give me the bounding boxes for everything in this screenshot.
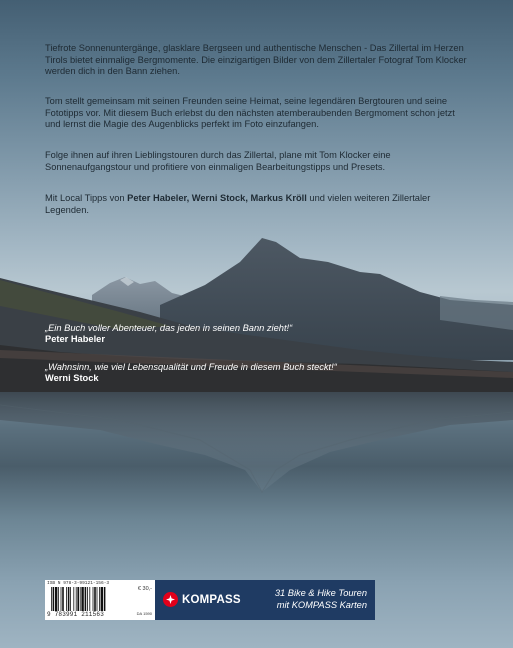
compass-icon [163,592,178,607]
isbn-number: ISB N 978-3-99121-156-3 [47,581,110,586]
local-tipps-outro: und vielen weiteren Zillertaler Legenden. [45,193,431,215]
barcode-bar [58,587,59,611]
lake-reflection [0,392,513,492]
quote-2 [45,362,365,385]
kompass-logo [163,592,241,607]
tagline-line-2: mit KOMPASS Karten [276,600,367,610]
barcode-bar [104,587,106,611]
barcode-bar [55,587,57,611]
kompass-banner [155,580,375,620]
barcode-bar [80,587,81,611]
local-tipps-intro: Mit Local Tipps von [45,193,128,203]
quote-text: „Wahnsinn, wie viel Lebensqualität und Freude in diesem Buch steckt!“ [45,362,337,372]
blurb-paragraph-4 [45,193,470,216]
blurb-paragraph-3: Folge ihnen auf ihren Lieblingstouren durch das Zillertal, plane mit Tom Klocker eine Sonnenaufgangstour und profitiere von einmaligen Bearbeitungstipps und Presets. [45,150,391,172]
barcode-bar [85,587,87,611]
barcode-bars [51,587,125,611]
barcode-bar [94,587,96,611]
barcode-bar [51,587,52,611]
barcode-bar [62,587,64,611]
blurb-paragraph-2: Tom stellt gemeinsam mit seinen Freunden seine Heimat, seine legendären Bergtouren und seine Fototipps vor. Mit diesem Buch erlebst du den nächsten atemberaubenden Bergmoment schon jetzt und lernst die Magie des Augenblicks perfekt im Foto einzufangen. [45,96,455,130]
kompass-brand: KOMPASS [182,593,241,606]
barcode-bar [70,587,71,611]
distribution-code: DA 1590 [136,611,152,616]
ean-number: 9 783991 211563 [47,611,105,618]
blurb-paragraph-1: Tiefrote Sonnenuntergänge, glasklare Bergseen und authentische Menschen - Das Zillertal im Herzen Tirols bietet einmalige Bergmomente. Die einzigartigen Bilder von dem Zillertaler Fotograf Tom Klocker werden dich in den Bann ziehen. [45,43,467,77]
barcode-bar [68,587,70,611]
barcode-bar [99,587,100,611]
barcode-bar [97,587,98,611]
barcode-bar [87,587,88,611]
barcode-bar [66,587,67,611]
kompass-tagline [275,587,367,611]
barcode-bar [61,587,62,611]
barcode-bar [81,587,83,611]
price-label: € 30,- [137,586,152,592]
barcode-bar [76,587,77,611]
local-tipps-names: Peter Habeler, Werni Stock, Markus Kröll [127,193,307,203]
quote-text: „Ein Buch voller Abenteuer, das jeden in seinen Bann zieht!“ [45,323,293,333]
barcode-bar [53,587,55,611]
barcode-bar [101,587,103,611]
barcode-bar [73,587,74,611]
quote-author: Peter Habeler [45,334,105,345]
barcode-bar [89,587,90,611]
tagline-line-1: 31 Bike & Hike Touren [274,588,367,598]
quote-author: Werni Stock [45,373,99,384]
barcode-bar [77,587,79,611]
barcode-bar [93,587,94,611]
quote-1 [45,323,425,346]
isbn-barcode [45,580,155,620]
